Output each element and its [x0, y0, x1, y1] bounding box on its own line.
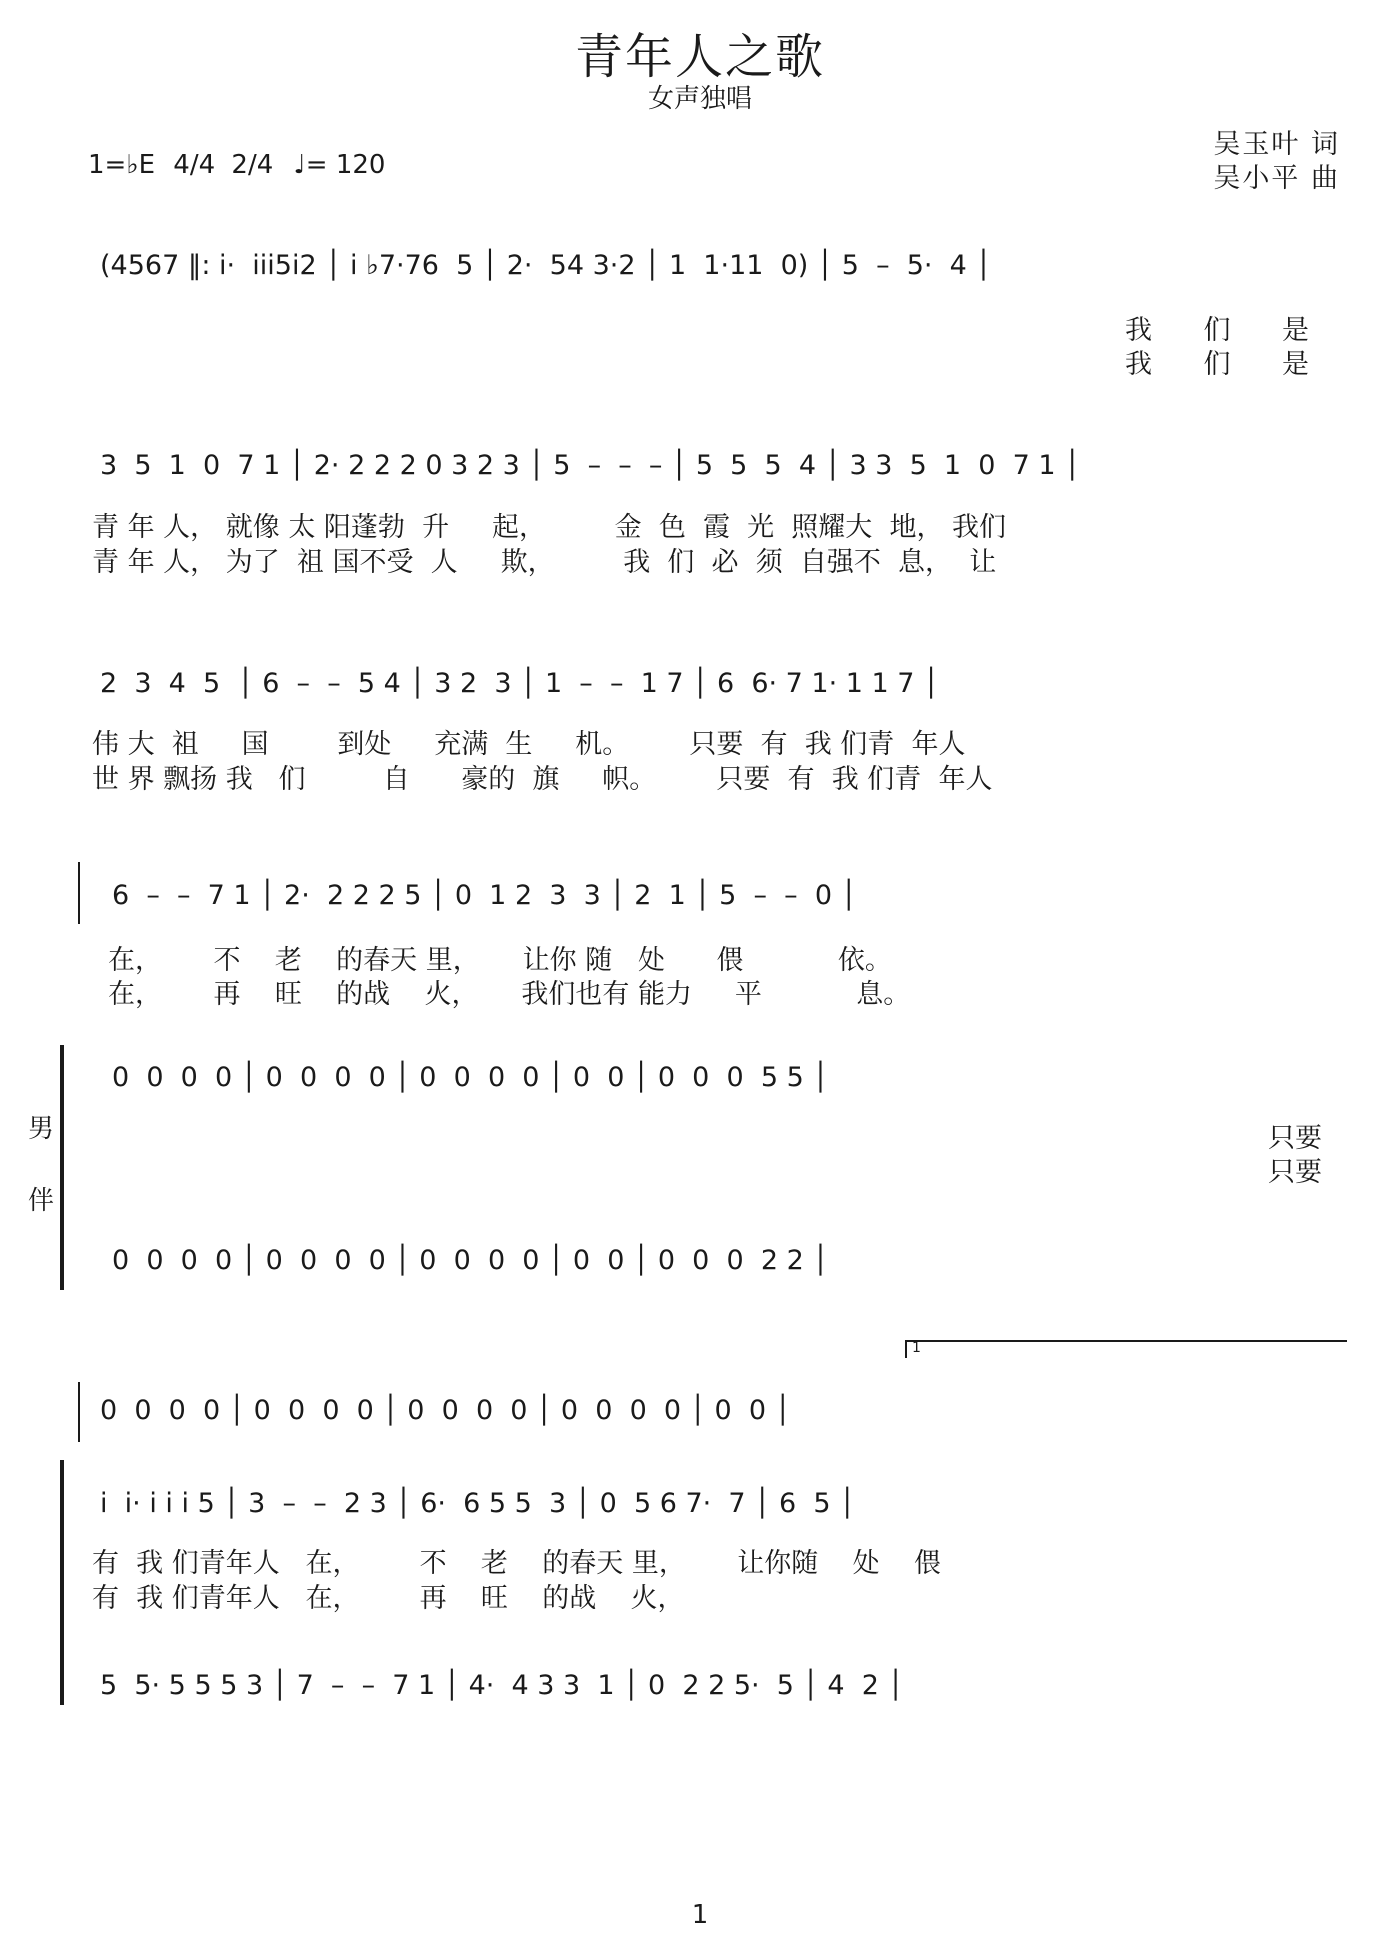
system-2-notes: 3 5 1 0 7 1 │ 2· 2 2 2 0 3 2 3 │ 5 – – – │ 5 5 5 4 │ 3 3 5 1 0 7 1 │ — [100, 450, 1081, 481]
system-4-left-barline — [78, 862, 80, 924]
accompaniment-bracket — [60, 1045, 64, 1290]
system-3-lyrics-verse2: 世 界 飘扬 我 们 自 豪的 旗 帜。 只要 有 我 们青 年人 — [92, 764, 993, 795]
system-6-bracket — [60, 1460, 64, 1705]
accompaniment-label-1: 男 — [28, 1114, 55, 1144]
lyricist-credit: 吴玉叶 词 — [1213, 129, 1340, 160]
page-number: 1 — [691, 1900, 709, 1930]
system-5-lower-notes: 0 0 0 0 │ 0 0 0 0 │ 0 0 0 0 │ 0 0 │ 0 0 0 2 2 │ — [112, 1245, 829, 1276]
system-2-lyrics-verse2: 青 年 人， 为了 祖 国不受 人 欺， 我 们 必 须 自强不 息， 让 — [92, 547, 997, 578]
system-6-mid-notes: i i· i i i 5 │ 3 – – 2 3 │ 6· 6 5 5 3 │ 0 5 6 7· 7 │ 6 5 │ — [100, 1488, 856, 1519]
system-3-notes: 2 3 4 5 │ 6 – – 5 4 │ 3 2 3 │ 1 – – 1 7 │ 6 6· 7 1· 1 1 7 │ — [100, 668, 940, 699]
system-2-lyrics-verse1: 青 年 人， 就像 太 阳蓬勃 升 起， 金 色 霞 光 照耀大 地， 我们 — [92, 512, 1007, 543]
system-1-lyrics-verse1: 我 们 是 — [1125, 315, 1309, 346]
key-signature — [88, 150, 385, 180]
time-signature-2: 2/4 — [231, 150, 274, 180]
song-title: 青年人之歌 — [574, 29, 825, 85]
composer-credit: 吴小平 曲 — [1213, 163, 1340, 194]
system-5-upper-lyrics-verse2: 只要 — [1268, 1157, 1322, 1188]
system-4-notes: 6 – – 7 1 │ 2· 2 2 2 5 │ 0 1 2 3 3 │ 2 1 │ 5 – – 0 │ — [112, 880, 857, 911]
system-3-lyrics-verse1: 伟 大 祖 国 到处 充满 生 机。 只要 有 我 们青 年人 — [92, 729, 966, 760]
key-label: 1=♭E — [88, 150, 156, 180]
time-signature-1: 4/4 — [173, 150, 216, 180]
system-6-top-notes: 0 0 0 0 │ 0 0 0 0 │ 0 0 0 0 │ 0 0 0 0 │ 0 0 │ — [100, 1395, 791, 1426]
system-6-lyrics-verse1: 有 我 们青年人 在， 不 老 的春天 里， 让你随 处 偎 — [92, 1548, 941, 1579]
volta-bracket — [905, 1340, 1347, 1358]
song-subtitle: 女声独唱 — [647, 84, 752, 114]
system-5-upper-notes: 0 0 0 0 │ 0 0 0 0 │ 0 0 0 0 │ 0 0 │ 0 0 0 5 5 │ — [112, 1062, 829, 1093]
system-5-upper-lyrics-verse1: 只要 — [1268, 1123, 1322, 1154]
system-4-lyrics-verse1: 在， 不 老 的春天 里， 让你 随 处 偎 依。 — [108, 945, 892, 976]
volta-number: 1 — [912, 1340, 921, 1356]
tempo-marking: ♩= 120 — [293, 150, 386, 180]
system-1-notes: (4567 ‖: i· iii5i2 │ i ♭7·76 5 │ 2· 54 3·2 │ 1 1·11 0) │ 5 – 5· 4 │ — [100, 250, 992, 281]
system-1-lyrics-verse2: 我 们 是 — [1125, 349, 1309, 380]
accompaniment-label-2: 伴 — [28, 1186, 55, 1216]
system-6-bottom-notes: 5 5· 5 5 5 3 │ 7 – – 7 1 │ 4· 4 3 3 1 │ 0 2 2 5· 5 │ 4 2 │ — [100, 1670, 904, 1701]
system-6-lyrics-verse2: 有 我 们青年人 在， 再 旺 的战 火， — [92, 1583, 685, 1614]
system-6-top-left-barline — [78, 1382, 80, 1442]
system-4-lyrics-verse2: 在， 再 旺 的战 火， 我们也有 能力 平 息。 — [108, 979, 911, 1010]
